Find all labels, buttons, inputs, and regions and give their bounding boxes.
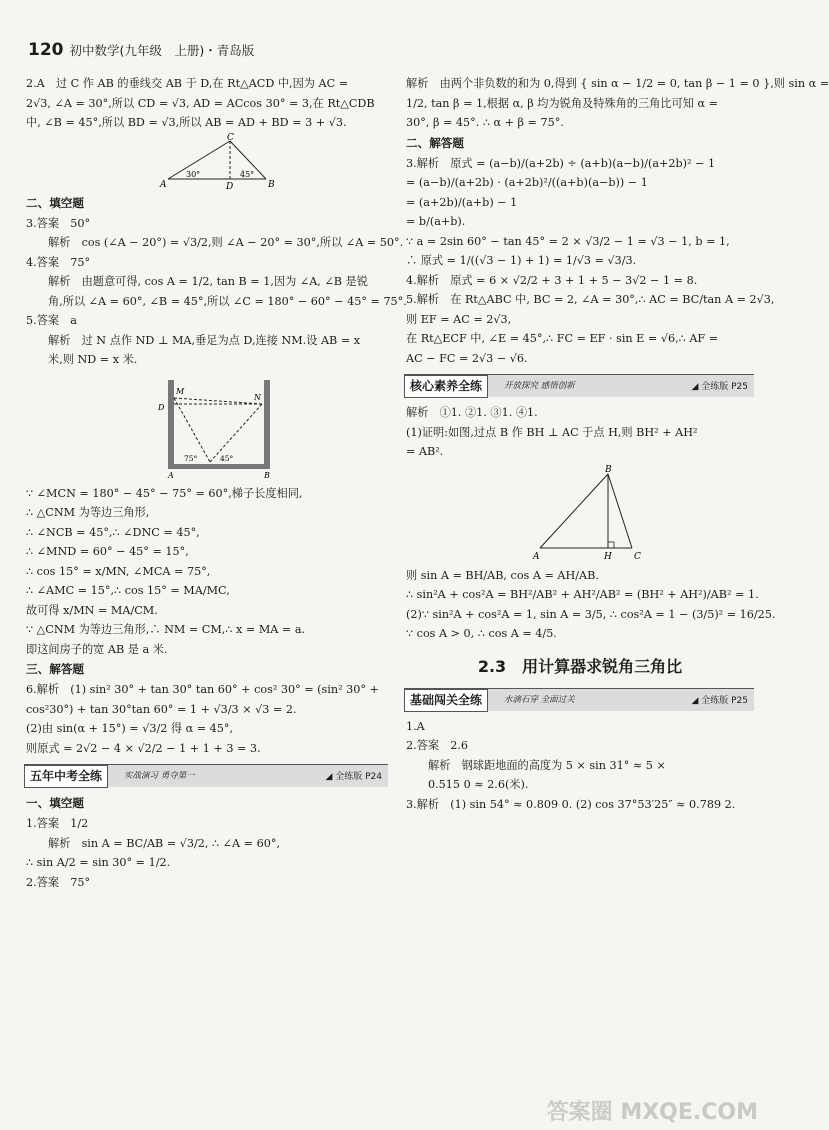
section-band <box>24 764 388 787</box>
page-number: 120 <box>28 40 64 60</box>
text-line: ∴ ∠NCB = 45°,∴ ∠DNC = 45°, <box>26 525 200 539</box>
text-line: = b/(a+b). <box>406 215 466 228</box>
label-b: B <box>268 179 275 190</box>
section-band <box>404 374 754 397</box>
text-line: 1/2, tan β = 1,根据 α, β 均为锐角及特殊角的三角比可知 α = <box>406 96 718 110</box>
text-line: ∴ cos 15° = x/MN, ∠MCA = 75°, <box>26 564 211 578</box>
text-line: 2.A 过 C 作 AB 的垂线交 AB 于 D,在 Rt△ACD 中,因为 AC = <box>26 77 349 90</box>
band-subtitle: 开放探究 感悟创新 <box>504 381 575 391</box>
text-line: 则原式 = 2√2 − 4 × √2/2 − 1 + 1 + 3 = 3. <box>26 741 261 755</box>
text-line: 4.解析 原式 = 6 × √2/2 + 3 + 1 + 5 − 3√2 − 1 = 8. <box>406 273 698 287</box>
text-line: ∴ △CNM 为等边三角形, <box>26 506 150 519</box>
label-a: A <box>168 470 174 480</box>
band-reference: ◢ 全练版 P25 <box>691 695 748 706</box>
section-band <box>404 688 754 711</box>
ladder-room-figure <box>26 374 388 480</box>
angle-a: 30° <box>186 169 201 179</box>
band-subtitle: 水滴石穿 全面过关 <box>504 694 575 705</box>
band-title: 基础闯关全练 <box>404 689 488 712</box>
text-line: = (a+2b)/(a+b) − 1 <box>406 195 518 209</box>
text-line: 0.515 0 ≈ 2.6(米). <box>428 778 529 791</box>
angle-45: 45° <box>220 453 234 463</box>
triangle-abc-figure <box>406 466 754 562</box>
text-line: 6.解析 (1) sin² 30° + tan 30° tan 60° + cos² 30° = (sin² 30° + <box>26 683 379 696</box>
text-line: ∵ a = 2sin 60° − tan 45° = 2 × √3/2 − 1 = √3 − 1, b = 1, <box>406 234 730 248</box>
right-column <box>406 74 829 814</box>
text-line: 1.答案 1/2 <box>26 817 89 830</box>
label-m: M <box>176 386 185 396</box>
text-line: 即这间房子的宽 AB 是 a 米. <box>26 642 168 656</box>
label-h: H <box>604 551 612 562</box>
text-line: = AB². <box>406 445 444 458</box>
book-title: 初中数学(九年级 上册)・青岛版 <box>69 43 255 58</box>
text-line: ∵ △CNM 为等边三角形,∴ NM = CM,∴ x = MA = a. <box>26 623 306 636</box>
text-line: = (a−b)/(a+2b) · (a+2b)²/((a+b)(a−b)) − 1 <box>406 176 648 189</box>
label-n: N <box>254 392 261 402</box>
left-column <box>26 74 407 892</box>
text-line: 5.解析 在 Rt△ABC 中, BC = 2, ∠A = 30°,∴ AC = BC/tan A = 2√3, <box>406 293 775 306</box>
section-heading: 二、解答题 <box>406 135 464 150</box>
text-line: AC − FC = 2√3 − √6. <box>406 351 528 365</box>
angle-b: 45° <box>240 169 255 179</box>
text-line: 解析 cos (∠A − 20°) = √3/2,则 ∠A − 20° = 30°,所以 ∠A = 50°. <box>48 236 404 249</box>
label-a: A <box>533 551 540 562</box>
text-line: cos²30°) + tan 30°tan 60° = 1 + √3/3 × √3 = 2. <box>26 702 297 716</box>
label-d: D <box>158 402 165 412</box>
band-reference: ◢ 全练版 P25 <box>691 382 748 392</box>
text-line: 解析 由题意可得, cos A = 1/2, tan B = 1,因为 ∠A, ∠B 是锐 <box>48 275 368 288</box>
text-line: 则 sin A = BH/AB, cos A = AH/AB. <box>406 568 599 582</box>
text-line: 解析 钢球距地面的高度为 5 × sin 31° ≈ 5 × <box>428 758 666 772</box>
text-line: 解析 ①1. ②1. ③1. ④1. <box>406 406 538 419</box>
label-a: A <box>160 179 167 190</box>
band-title: 核心素养全练 <box>404 375 488 398</box>
text-line: (1)证明:如图,过点 B 作 BH ⊥ AC 于点 H,则 BH² + AH² <box>406 425 698 439</box>
angle-75: 75° <box>184 453 198 463</box>
text-line: ∵ ∠MCN = 180° − 45° − 75° = 60°,梯子长度相同, <box>26 486 303 500</box>
text-line: 3.解析 (1) sin 54° ≈ 0.809 0. (2) cos 37°53′25″ ≈ 0.789 2. <box>406 797 736 811</box>
text-line: ∴ ∠AMC = 15°,∴ cos 15° = MA/MC, <box>26 584 230 597</box>
band-title: 五年中考全练 <box>24 765 108 788</box>
text-line: 中, ∠B = 45°,所以 BD = √3,所以 AB = AD + BD = 3 + √3. <box>26 116 347 129</box>
section-heading: 三、解答题 <box>26 662 84 676</box>
text-line: 在 Rt△ECF 中, ∠E = 45°,∴ FC = EF · sin E = √6,∴ AF = <box>406 332 719 345</box>
text-line: 30°, β = 45°. ∴ α + β = 75°. <box>406 116 564 129</box>
text-line: (2)∵ sin²A + cos²A = 1, sin A = 3/5, ∴ cos²A = 1 − (3/5)² = 16/25. <box>406 607 776 621</box>
chapter-title: 2.3 用计算器求锐角三角比 <box>477 656 683 676</box>
text-line: 则 EF = AC = 2√3, <box>406 312 512 326</box>
text-line: 2.答案 2.6 <box>406 739 469 752</box>
text-line: 解析 过 N 点作 ND ⊥ MA,垂足为点 D,连接 NM.设 AB = x <box>48 333 361 347</box>
text-line: 解析 sin A = BC/AB = √3/2, ∴ ∠A = 60°, <box>48 836 280 850</box>
section-heading: 二、填空题 <box>26 195 84 210</box>
label-c: C <box>634 551 641 562</box>
section-heading: 一、填空题 <box>26 796 84 810</box>
watermark-logo: 答案圈 MXQE.COM <box>546 1100 758 1125</box>
text-line: 角,所以 ∠A = 60°, ∠B = 45°,所以 ∠C = 180° − 60° − 45° = 75°. <box>48 294 407 308</box>
text-line: ∴ sin²A + cos²A = BH²/AB² + AH²/AB² = (BH² + AH²)/AB² = 1. <box>406 588 759 601</box>
text-line: 5.答案 a <box>26 314 77 327</box>
text-line: ∴ 原式 = 1/((√3 − 1) + 1) = 1/√3 = √3/3. <box>406 254 637 267</box>
text-line: 4.答案 75° <box>26 255 91 269</box>
text-line: (2)由 sin(α + 15°) = √3/2 得 α = 45°, <box>26 722 234 735</box>
label-c: C <box>227 132 234 143</box>
text-line: 1.A <box>406 719 425 733</box>
text-line: 故可得 x/MN = MA/CM. <box>26 603 158 617</box>
text-line: ∴ ∠MND = 60° − 45° = 15°, <box>26 545 189 558</box>
text-line: 米,则 ND = x 米. <box>48 353 138 366</box>
text-line: 3.答案 50° <box>26 216 91 230</box>
triangle-acb-figure <box>26 132 388 192</box>
text-line: 3.解析 原式 = (a−b)/(a+2b) ÷ (a+b)(a−b)/(a+2b)² − 1 <box>406 156 716 170</box>
band-reference: ◢ 全练版 P24 <box>325 772 382 782</box>
text-line: 2√3, ∠A = 30°,所以 CD = √3, AD = ACcos 30° = 3,在 Rt△CDB <box>26 96 375 110</box>
text-line: ∴ sin A/2 = sin 30° = 1/2. <box>26 856 171 869</box>
label-d: D <box>226 181 234 192</box>
text-line: 2.答案 75° <box>26 875 91 889</box>
text-line: ∵ cos A > 0, ∴ cos A = 4/5. <box>406 627 557 640</box>
label-b: B <box>264 470 270 480</box>
band-subtitle: 实战演习 勇夺第一 <box>124 771 195 781</box>
label-b: B <box>605 464 612 475</box>
text-line: 解析 由两个非负数的和为 0,得到 { sin α − 1/2 = 0, tan β − 1 = 0 },则 sin α = <box>406 77 829 90</box>
page-header <box>28 40 254 64</box>
